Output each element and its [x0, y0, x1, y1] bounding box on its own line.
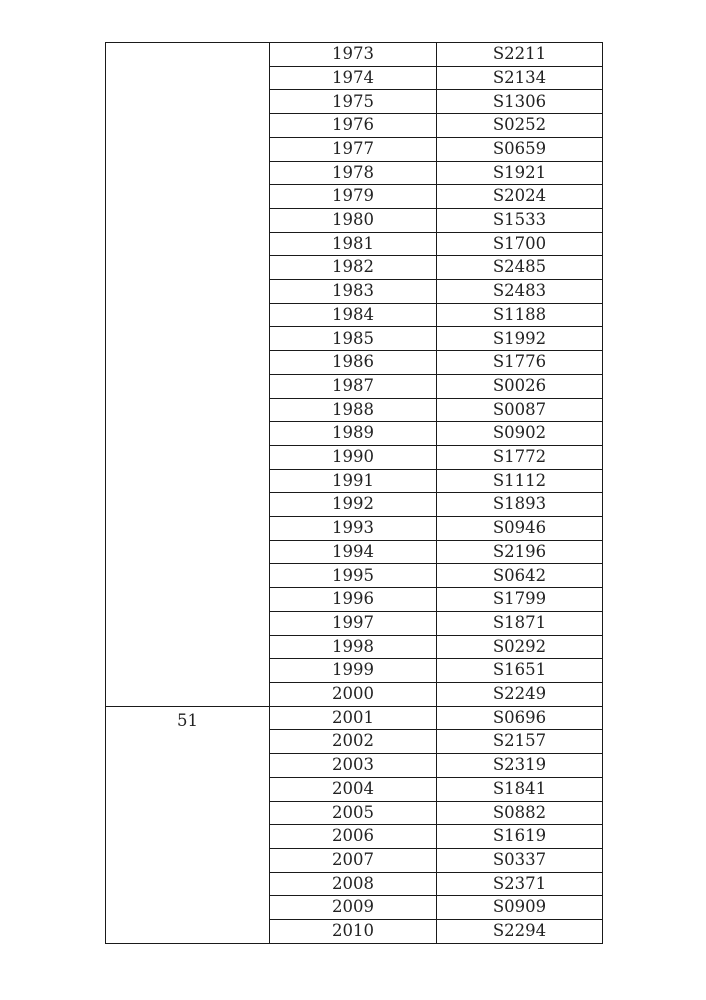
year-cell: 1991: [270, 469, 437, 493]
code-cell: S2196: [437, 540, 603, 564]
year-cell: 1993: [270, 517, 437, 541]
code-cell: S1619: [437, 825, 603, 849]
year-cell: 2006: [270, 825, 437, 849]
year-cell: 1985: [270, 327, 437, 351]
year-cell: 1990: [270, 445, 437, 469]
code-cell: S1306: [437, 90, 603, 114]
table-row: [106, 706, 603, 730]
code-cell: S2483: [437, 280, 603, 304]
code-cell: S1893: [437, 493, 603, 517]
year-cell: 1999: [270, 659, 437, 683]
code-cell: S0696: [437, 706, 603, 730]
year-cell: 1988: [270, 398, 437, 422]
year-cell: 1981: [270, 232, 437, 256]
data-table: [105, 42, 603, 944]
table-row: [106, 43, 603, 67]
code-cell: S0087: [437, 398, 603, 422]
table-body: [106, 43, 603, 944]
code-cell: S2211: [437, 43, 603, 67]
year-cell: 1978: [270, 161, 437, 185]
year-cell: 1983: [270, 280, 437, 304]
group-number-cell: [106, 43, 270, 707]
year-cell: 2001: [270, 706, 437, 730]
code-cell: S1841: [437, 777, 603, 801]
year-cell: 1974: [270, 66, 437, 90]
code-cell: S0909: [437, 896, 603, 920]
code-cell: S2294: [437, 920, 603, 944]
year-cell: 1997: [270, 611, 437, 635]
year-cell: 1986: [270, 351, 437, 375]
code-cell: S2157: [437, 730, 603, 754]
year-cell: 1976: [270, 114, 437, 138]
code-cell: S0642: [437, 564, 603, 588]
year-cell: 1982: [270, 256, 437, 280]
code-cell: S0252: [437, 114, 603, 138]
year-cell: 2009: [270, 896, 437, 920]
code-cell: S0882: [437, 801, 603, 825]
code-cell: S1992: [437, 327, 603, 351]
code-cell: S2319: [437, 754, 603, 778]
year-cell: 1995: [270, 564, 437, 588]
year-cell: 1996: [270, 588, 437, 612]
code-cell: S1533: [437, 208, 603, 232]
code-cell: S1871: [437, 611, 603, 635]
year-cell: 2003: [270, 754, 437, 778]
code-cell: S1776: [437, 351, 603, 375]
year-cell: 1992: [270, 493, 437, 517]
code-cell: S2249: [437, 682, 603, 706]
code-cell: S0902: [437, 422, 603, 446]
code-cell: S1799: [437, 588, 603, 612]
year-cell: 2007: [270, 848, 437, 872]
code-cell: S0337: [437, 848, 603, 872]
year-cell: 2004: [270, 777, 437, 801]
code-cell: S0026: [437, 374, 603, 398]
year-cell: 1979: [270, 185, 437, 209]
code-cell: S1921: [437, 161, 603, 185]
code-cell: S2485: [437, 256, 603, 280]
year-cell: 1989: [270, 422, 437, 446]
code-cell: S1188: [437, 303, 603, 327]
code-cell: S1651: [437, 659, 603, 683]
year-cell: 1994: [270, 540, 437, 564]
year-cell: 1977: [270, 137, 437, 161]
year-cell: 2002: [270, 730, 437, 754]
code-cell: S1772: [437, 445, 603, 469]
code-cell: S0946: [437, 517, 603, 541]
code-cell: S2024: [437, 185, 603, 209]
year-cell: 2008: [270, 872, 437, 896]
year-cell: 2010: [270, 920, 437, 944]
group-number-cell: 51: [106, 706, 270, 943]
year-cell: 1984: [270, 303, 437, 327]
year-cell: 2000: [270, 682, 437, 706]
year-cell: 1980: [270, 208, 437, 232]
code-cell: S1700: [437, 232, 603, 256]
code-cell: S1112: [437, 469, 603, 493]
year-cell: 1998: [270, 635, 437, 659]
year-cell: 1973: [270, 43, 437, 67]
code-cell: S0659: [437, 137, 603, 161]
code-cell: S2371: [437, 872, 603, 896]
year-cell: 1987: [270, 374, 437, 398]
code-cell: S0292: [437, 635, 603, 659]
code-cell: S2134: [437, 66, 603, 90]
year-cell: 1975: [270, 90, 437, 114]
year-cell: 2005: [270, 801, 437, 825]
